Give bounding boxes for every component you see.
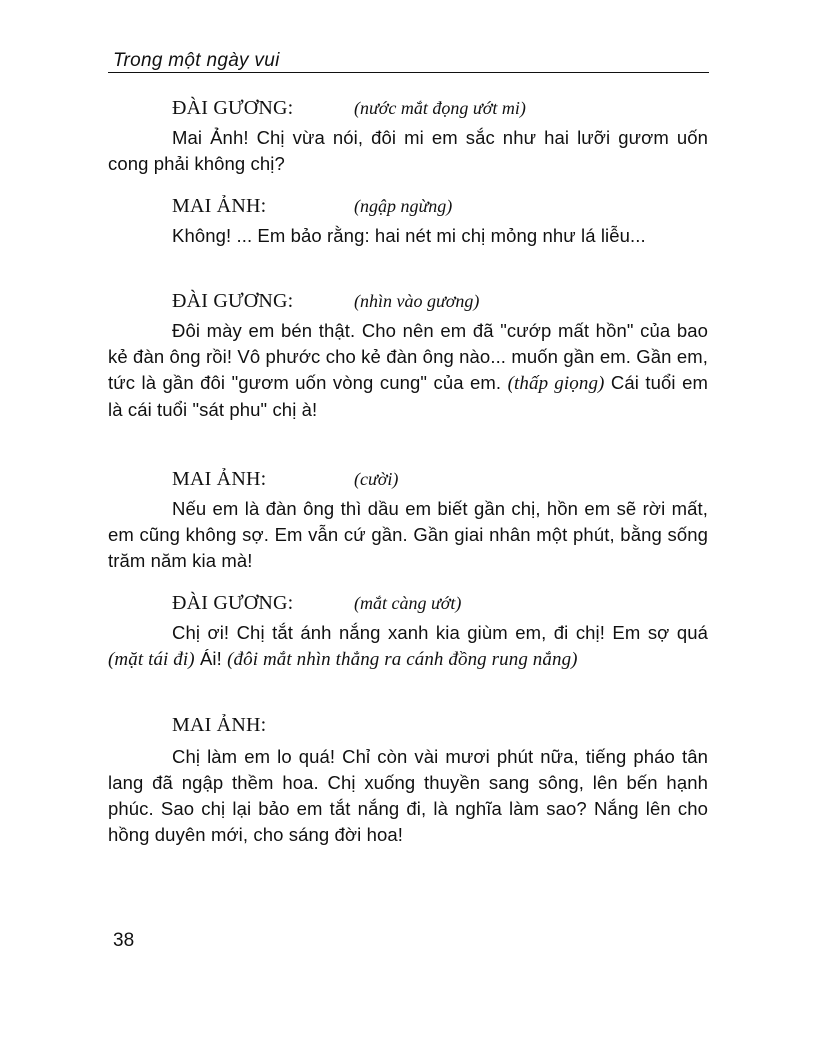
inline-stage-direction: (mặt tái đi) bbox=[108, 649, 195, 670]
dialogue-block-2 bbox=[108, 193, 708, 249]
inline-stage-direction: (đôi mắt nhìn thẳng ra cánh đồng rung nắng) bbox=[227, 649, 578, 670]
dialogue-block-3 bbox=[108, 288, 708, 423]
dialogue-line: Mai Ảnh! Chị vừa nói, đôi mi em sắc như hai lưỡi gươm uốn cong phải không chị? bbox=[108, 127, 708, 174]
dialogue-line: Chị làm em lo quá! Chỉ còn vài mươi phút nữa, tiếng pháo tân lang đã ngập thềm hoa. Chị xuống thuyền sang sông, lên bến hạnh phúc. Sao chị lại bảo em tắt nắng đi, là nghĩa làm sao? Nắng lên cho hồng duyên mới, cho sáng đời hoa! bbox=[108, 746, 708, 845]
dialogue-block-6 bbox=[108, 712, 708, 848]
page-number: 38 bbox=[113, 930, 135, 951]
stage-direction: (ngập ngừng) bbox=[354, 196, 453, 216]
speaker-name: ĐÀI GƯƠNG: bbox=[172, 592, 294, 614]
stage-direction: (mắt càng ướt) bbox=[354, 593, 462, 613]
dialogue-text: Ái! bbox=[199, 648, 222, 669]
speaker-name: MAI ẢNH: bbox=[172, 468, 267, 490]
dialogue-text: Cái tuổi em là cái tuổi "sát phu" chị à! bbox=[108, 372, 708, 420]
dialogue-line: Nếu em là đàn ông thì dầu em biết gần chị, hồn em sẽ rời mất, em cũng không sợ. Em vẫn cứ gần. Gần giai nhân một phút, bằng sống trăm năm kia mà! bbox=[108, 498, 708, 571]
stage-direction: (cười) bbox=[354, 469, 399, 489]
dialogue-line bbox=[108, 620, 708, 673]
stage-direction: (nhìn vào gương) bbox=[354, 291, 480, 311]
dialogue-text: Đôi mày em bén thật. Cho nên em đã "cướp mất hồn" của bao kẻ đàn ông rồi! Vô phước cho kẻ đàn ông nào... muốn gần em. Gần em, tức là gần đôi "gươm uốn vòng cung" của em. bbox=[108, 320, 708, 393]
dialogue-block-4 bbox=[108, 466, 708, 574]
dialogue-block-5 bbox=[108, 590, 708, 673]
speaker-name: ĐÀI GƯƠNG: bbox=[172, 290, 294, 312]
speaker-name: ĐÀI GƯƠNG: bbox=[172, 97, 294, 119]
dialogue-text: Chị ơi! Chị tắt ánh nắng xanh kia giùm em, đi chị! Em sợ quá bbox=[172, 622, 708, 643]
stage-direction: (nước mắt đọng ướt mi) bbox=[354, 98, 526, 118]
dialogue-line bbox=[108, 318, 708, 423]
header-rule bbox=[108, 72, 709, 73]
dialogue-block-1 bbox=[108, 95, 708, 177]
inline-stage-direction: (thấp giọng) bbox=[507, 373, 605, 394]
speaker-name: MAI ẢNH: bbox=[172, 714, 267, 736]
dialogue-line: Không! ... Em bảo rằng: hai nét mi chị mỏng như lá liễu... bbox=[172, 225, 646, 246]
running-header-title: Trong một ngày vui bbox=[113, 50, 280, 71]
speaker-name: MAI ẢNH: bbox=[172, 195, 267, 217]
